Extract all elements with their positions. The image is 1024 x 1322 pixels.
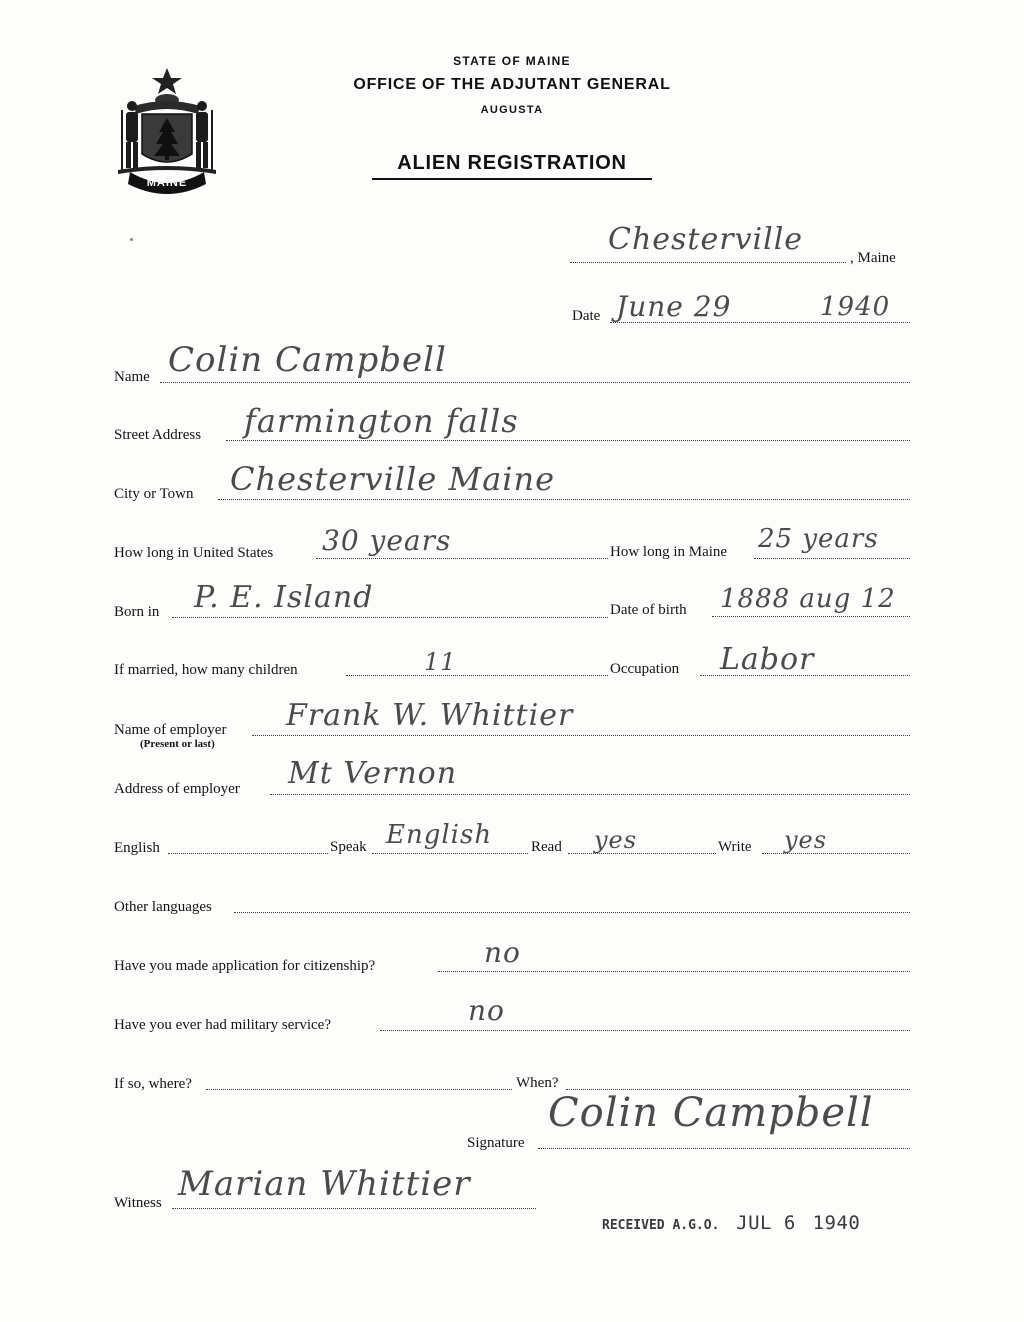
signature-entry: Colin Campbell (548, 1090, 874, 1136)
if-so-where-label: If so, where? (114, 1076, 192, 1092)
name-label: Name (114, 369, 150, 385)
witness-entry: Marian Whittier (178, 1164, 471, 1204)
write-entry: yes (784, 826, 828, 854)
if-so-where-line (206, 1089, 512, 1090)
write-label: Write (718, 839, 752, 855)
when-label: When? (516, 1075, 559, 1091)
other-languages-label: Other languages (114, 899, 212, 915)
how-long-maine-entry: 25 years (758, 524, 879, 554)
citizenship-entry: no (484, 936, 521, 969)
children-line (346, 675, 608, 676)
military-line (380, 1030, 910, 1031)
employer-address-label: Address of employer (114, 781, 240, 797)
english-line (168, 853, 328, 854)
signature-label: Signature (467, 1135, 525, 1151)
city-heading: AUGUSTA (480, 104, 544, 116)
witness-label: Witness (114, 1195, 162, 1211)
date-entry-year: 1940 (820, 292, 891, 322)
received-stamp-date: JUL 6 (736, 1212, 796, 1234)
born-in-label: Born in (114, 604, 160, 620)
name-entry: Colin Campbell (168, 340, 447, 380)
citizenship-line (438, 971, 910, 972)
date-entry-month-day: June 29 (616, 290, 732, 323)
name-line (160, 382, 910, 383)
witness-line (172, 1208, 536, 1209)
read-entry: yes (594, 826, 638, 854)
received-stamp (602, 1212, 860, 1234)
form-title: ALIEN REGISTRATION (372, 152, 652, 180)
seal-banner-text: MAINE (146, 177, 188, 189)
employer-entry: Frank W. Whittier (286, 698, 574, 733)
town-entry: Chesterville (608, 222, 804, 257)
employer-sublabel: (Present or last) (140, 738, 215, 750)
how-long-us-entry: 30 years (322, 524, 452, 557)
read-line (568, 853, 716, 854)
occupation-label: Occupation (610, 661, 680, 677)
city-entry: Chesterville Maine (230, 460, 556, 498)
signature-line (538, 1148, 910, 1149)
read-label: Read (531, 839, 562, 855)
received-stamp-text: RECEIVED A.G.O. (602, 1218, 720, 1233)
how-long-us-line (316, 558, 608, 559)
street-address-entry: farmington falls (244, 402, 519, 440)
speak-entry: English (386, 820, 493, 850)
street-address-label: Street Address (114, 427, 202, 443)
employer-address-entry: Mt Vernon (288, 756, 458, 791)
town-line (570, 262, 846, 263)
date-label: Date (572, 308, 601, 324)
street-address-line (226, 440, 910, 441)
children-label: If married, how many children (114, 662, 298, 678)
citizenship-label: Have you made application for citizenship? (114, 958, 376, 974)
date-of-birth-label: Date of birth (610, 602, 687, 618)
military-entry: no (468, 994, 505, 1027)
military-label: Have you ever had military service? (114, 1017, 331, 1033)
speak-label: Speak (330, 839, 367, 855)
born-in-line (172, 617, 608, 618)
speak-line (372, 853, 528, 854)
received-stamp-year: 1940 (812, 1212, 861, 1234)
city-label: City or Town (114, 486, 194, 502)
how-long-us-label: How long in United States (114, 545, 274, 561)
maine-label: , Maine (850, 250, 896, 266)
english-label: English (114, 840, 160, 856)
occupation-entry: Labor (720, 642, 815, 677)
maine-state-seal-icon (112, 66, 222, 194)
other-languages-line (234, 912, 910, 913)
state-heading: STATE OF MAINE (453, 54, 571, 68)
employer-address-line (270, 794, 910, 795)
born-in-entry: P. E. Island (194, 580, 374, 615)
city-line (218, 499, 910, 500)
date-of-birth-entry: 1888 aug 12 (720, 584, 896, 614)
children-entry: 11 (424, 648, 457, 676)
paper-speck (130, 238, 133, 241)
how-long-maine-line (754, 558, 910, 559)
office-heading: OFFICE OF THE ADJUTANT GENERAL (353, 76, 671, 93)
employer-line (252, 735, 910, 736)
how-long-maine-label: How long in Maine (610, 544, 728, 560)
date-of-birth-line (712, 616, 910, 617)
employer-label: Name of employer (114, 722, 227, 738)
